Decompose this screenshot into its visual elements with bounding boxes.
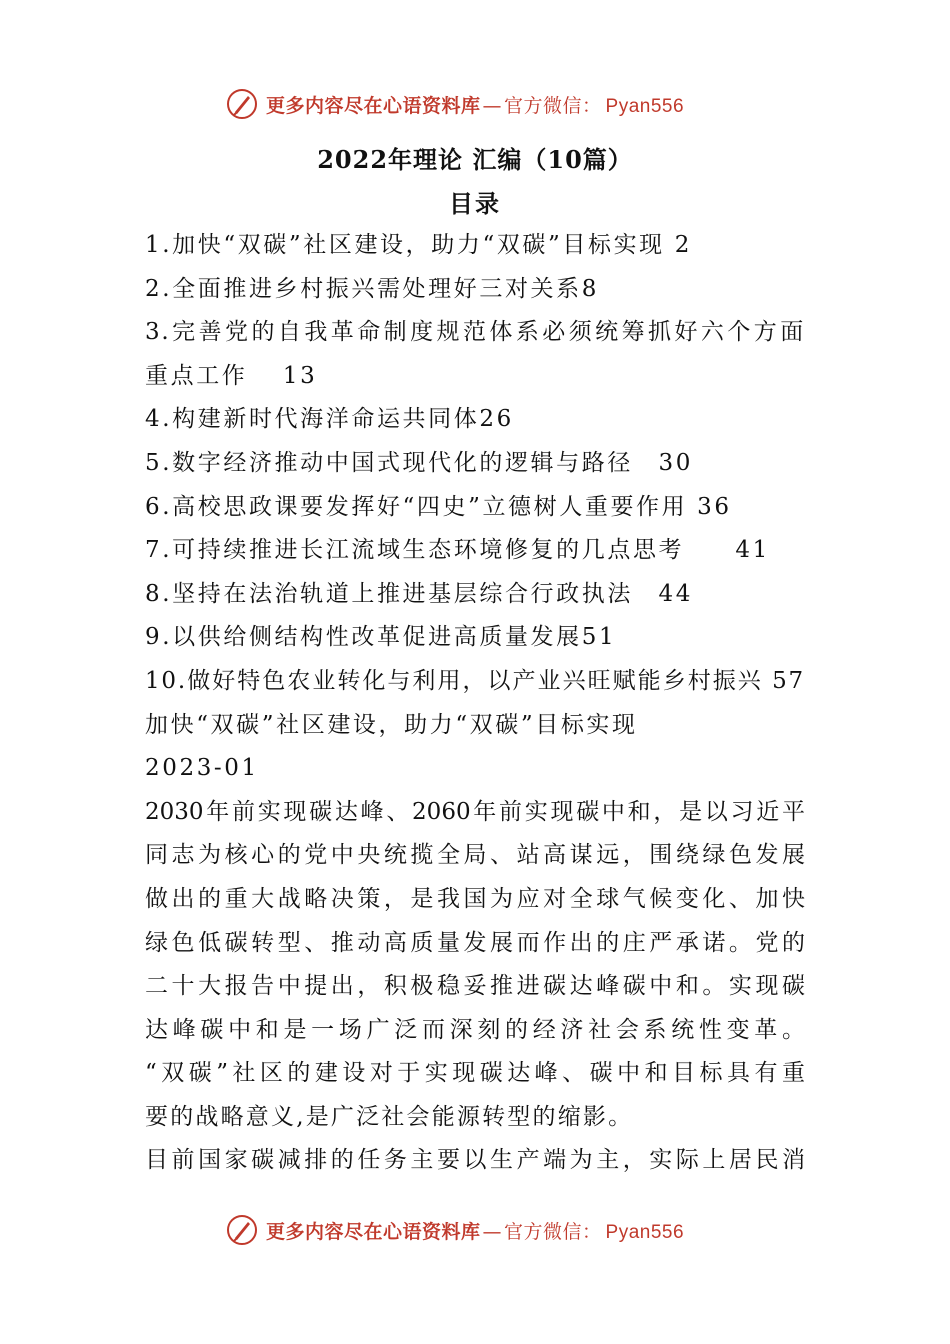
body-line: 做出的重大战略决策，是我国为应对全球气候变化、加快 <box>145 885 805 912</box>
toc-entry: 8.坚持在法治轨道上推进基层综合行政执法 44 <box>145 580 694 607</box>
watermark-label: 官方微信： <box>504 94 602 117</box>
body-line: 同志为核心的党中央统揽全局、站高谋远，围绕绿色发展 <box>145 842 805 869</box>
watermark-wechat-id: Pyan556 <box>605 1221 685 1243</box>
toc-entry: 5.数字经济推动中国式现代化的逻辑与路径 30 <box>145 449 694 476</box>
watermark-header <box>226 84 746 124</box>
article-title: 加快“双碳”社区建设，助力“双碳”目标实现 <box>145 711 638 738</box>
body-line: 2030年前实现碳达峰、2060年前实现碳中和，是以习近平 <box>145 798 805 825</box>
watermark-footer <box>226 1210 746 1250</box>
body-line: 要的战略意义,是广泛社会能源转型的缩影。 <box>145 1103 634 1130</box>
watermark-text <box>266 91 684 118</box>
watermark-brand: 更多内容尽在心语资料库 <box>266 94 481 117</box>
body-line: 达峰碳中和是一场广泛而深刻的经济社会系统性变革。 <box>145 1016 805 1043</box>
watermark-brand: 更多内容尽在心语资料库 <box>266 1220 481 1243</box>
watermark-text <box>266 1217 684 1244</box>
watermark-label: 官方微信： <box>504 1220 602 1243</box>
watermark-wechat-id: Pyan556 <box>605 95 685 117</box>
watermark-separator: — <box>482 1220 503 1243</box>
body-line: “双碳”社区的建设对于实现碳达峰、碳中和目标具有重 <box>145 1060 805 1087</box>
toc-entry: 10.做好特色农业转化与利用，以产业兴旺赋能乡村振兴 57 <box>145 667 805 694</box>
quill-pen-logo-icon <box>226 88 258 120</box>
toc-entry: 1.加快“双碳”社区建设，助力“双碳”目标实现 2 <box>145 232 692 258</box>
toc-heading: 目录 <box>449 189 501 218</box>
document-content <box>145 224 805 1183</box>
document-title: 2022年理论 汇编（10篇） <box>317 145 633 174</box>
toc-entry: 6.高校思政课要发挥好“四史”立德树人重要作用 36 <box>145 493 732 520</box>
quill-pen-logo-icon <box>226 1214 258 1246</box>
toc-entry-continued: 重点工作 13 <box>145 362 318 389</box>
toc-entry: 9.以供给侧结构性改革促进高质量发展51 <box>145 624 617 651</box>
body-line: 绿色低碳转型、推动高质量发展而作出的庄严承诺。党的 <box>145 929 805 956</box>
toc-entry: 3.完善党的自我革命制度规范体系必须统筹抓好六个方面 <box>145 319 805 346</box>
body-line: 目前国家碳减排的任务主要以生产端为主，实际上居民消 <box>145 1147 805 1174</box>
toc-entry: 7.可持续推进长江流域生态环境修复的几点思考 41 <box>145 537 770 564</box>
toc-entry: 2.全面推进乡村振兴需处理好三对关系8 <box>145 275 599 302</box>
watermark-separator: — <box>482 94 503 117</box>
toc-entry: 4.构建新时代海洋命运共同体26 <box>145 406 514 433</box>
article-date: 2023-01 <box>145 755 259 782</box>
body-line: 二十大报告中提出，积极稳妥推进碳达峰碳中和。实现碳 <box>145 973 805 1000</box>
